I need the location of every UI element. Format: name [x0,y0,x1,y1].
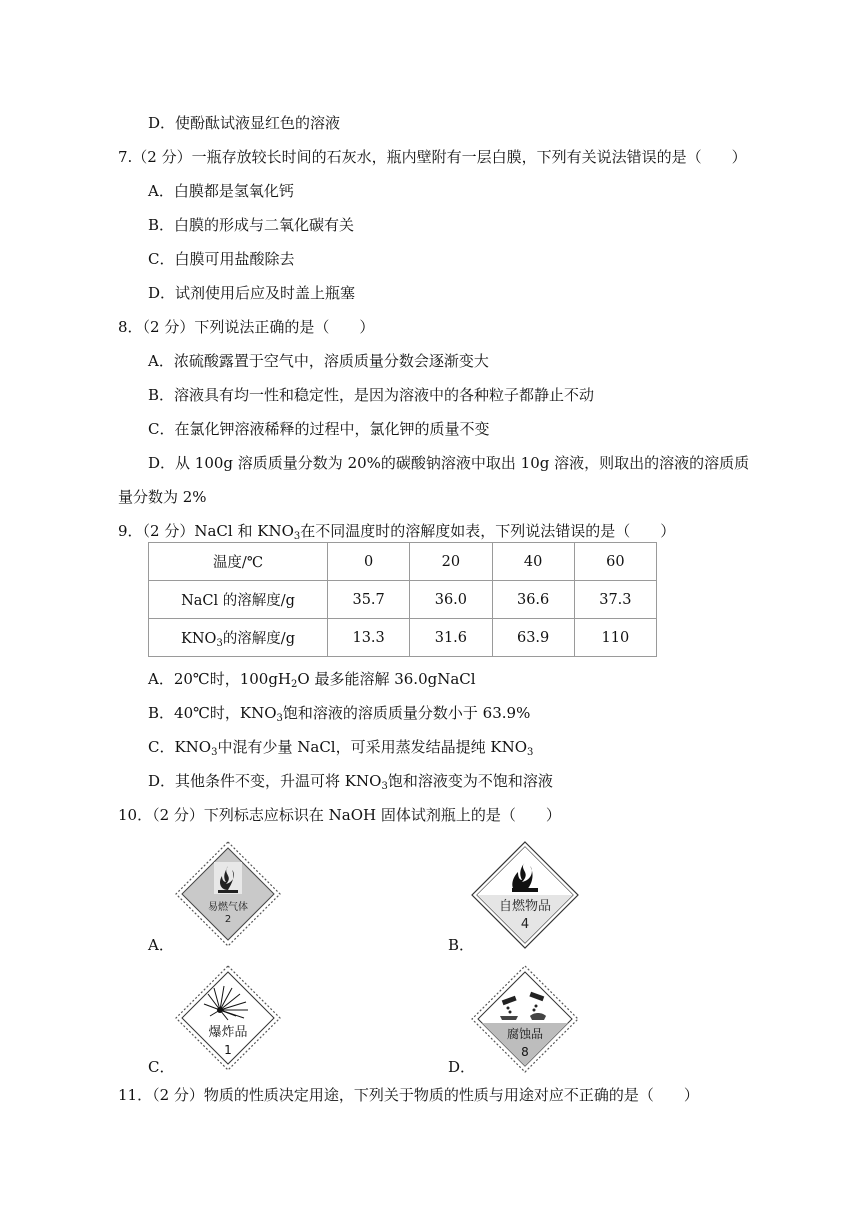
table-cell: 36.0 [410,581,492,619]
question-11-stem: 11．（2 分）物质的性质决定用途，下列关于物质的性质与用途对应不正确的是（ ） [118,1086,699,1104]
q10-option-c-label: C． [148,1058,175,1076]
sign-d-number: 8 [521,1045,529,1059]
table-cell: $KNO_3$的溶解度/g [149,619,328,657]
table-cell: 110 [574,619,656,657]
question-10-stem: 10．（2 分）下列标志应标识在 NaOH 固体试剂瓶上的是（ ） [118,806,561,824]
q9-option-a: A．20℃时，$100gH_2O$ 最多能溶解 36.0gNaCl [148,670,476,690]
q8-option-b: B．溶液具有均一性和稳定性，是因为溶液中的各种粒子都静止不动 [148,386,595,404]
q6-option-d: D．使酚酞试液显红色的溶液 [148,114,341,132]
q8-option-d-line1: D．从 100g 溶质质量分数为 20%的碳酸钠溶液中取出 10g 溶液，则取出的溶液的溶质质 [148,454,750,472]
corrosive-sign-icon [470,964,580,1074]
q9-option-c: C．$KNO_3$中混有少量 NaCl，可采用蒸发结晶提纯 $KNO_3$ [148,738,534,758]
sign-b-number: 4 [520,917,530,932]
table-row [149,543,657,581]
q8-option-a: A．浓硫酸露置于空气中，溶质质量分数会逐渐变大 [148,352,489,370]
q7-option-b: B．白膜的形成与二氧化碳有关 [148,216,355,234]
q7-option-c: C．白膜可用盐酸除去 [148,250,295,268]
q9-option-b: B．40℃时，$KNO_3$饱和溶液的溶质质量分数小于 63.9% [148,704,531,724]
q10-option-b-label: B． [448,936,475,954]
q10-option-d-label: D． [448,1058,476,1076]
sign-c-text: 爆炸品 [208,1025,248,1040]
q9-option-d: D．其他条件不变，升温可将 $KNO_3$饱和溶液变为不饱和溶液 [148,772,553,792]
table-cell: 31.6 [410,619,492,657]
table-row [149,619,657,657]
sign-c-number: 1 [224,1043,232,1057]
sign-a-number: 2 [224,914,232,925]
q8-option-d-line2: 量分数为 2% [118,488,207,506]
table-cell: 20 [410,543,492,581]
sign-a-text: 易燃气体 [208,902,248,913]
q8-option-c: C．在氯化钾溶液稀释的过程中，氯化钾的质量不变 [148,420,490,438]
table-cell: 60 [574,543,656,581]
solubility-table [148,542,657,657]
table-cell: 0 [328,543,410,581]
table-cell: 40 [492,543,574,581]
sign-d-text: 腐蚀品 [506,1027,544,1041]
question-7-stem: 7.（2 分）一瓶存放较长时间的石灰水，瓶内壁附有一层白膜，下列有关说法错误的是（ ） [118,148,747,166]
question-8-stem: 8．（2 分）下列说法正确的是（ ） [118,318,375,336]
table-cell: 35.7 [328,581,410,619]
question-9-stem: 9．（2 分）NaCl 和 $KNO_3$在不同温度时的溶解度如表，下列说法错误的是（ ） [118,522,676,542]
explosive-sign-icon [174,964,282,1072]
table-cell: 36.6 [492,581,574,619]
q10-option-a-label: A． [148,936,174,954]
table-cell: 温度/℃ [149,543,328,581]
q7-option-a: A．白膜都是氢氧化钙 [148,182,294,200]
table-cell: 37.3 [574,581,656,619]
table-row [149,581,657,619]
table-cell: NaCl 的溶解度/g [149,581,328,619]
spontaneous-combustion-sign-icon [470,840,580,950]
table-cell: 63.9 [492,619,574,657]
q7-option-d: D．试剂使用后应及时盖上瓶塞 [148,284,356,302]
table-cell: 13.3 [328,619,410,657]
flammable-gas-sign-icon [174,840,282,948]
sign-b-text: 自燃物品 [498,899,552,914]
